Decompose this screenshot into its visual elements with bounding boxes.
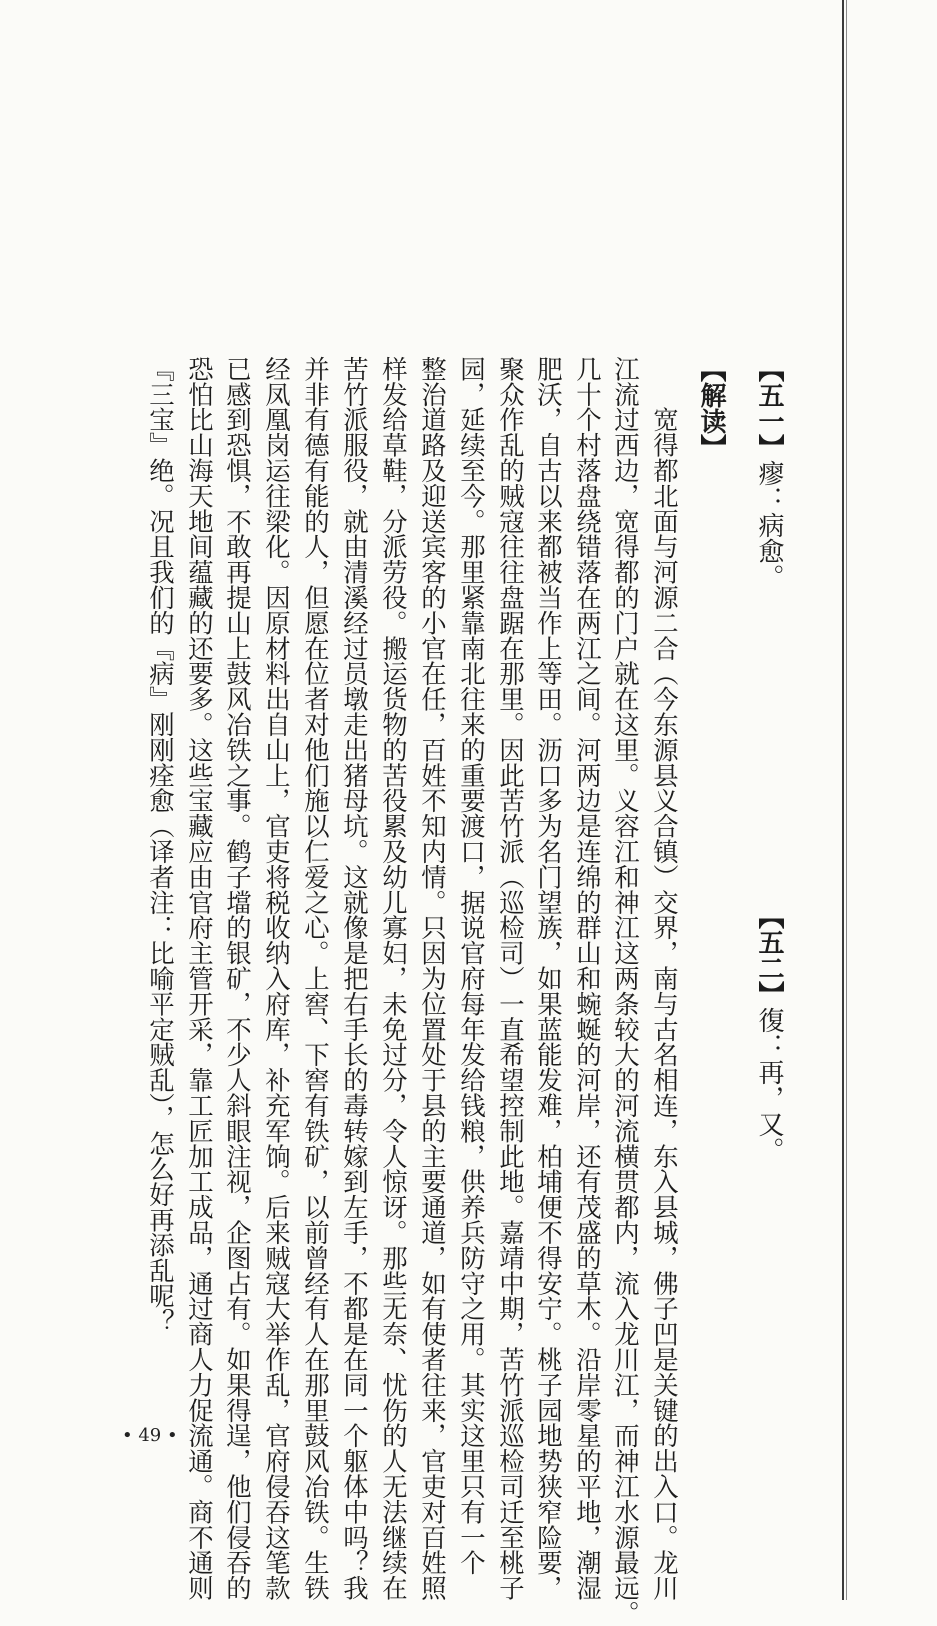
body-line-9: 苦竹派服役，就由清溪经过员墩走出猪母坑。这就像是把右手长的毒转嫁到左手，不都是在同一个躯体中吗？我 — [340, 356, 370, 1601]
body-line-2: 江流过西边，宽得都的门户就在这里。义容江和神江这两条较大的河流横贯都内，流入龙川江，而神江水源最远。 — [611, 356, 641, 1626]
body-line-8: 样发给草鞋，分派劳役。搬运货物的苦役累及幼儿寡妇，未免过分，令人惊讶。那些无奈、忧伤的人无法继续在 — [379, 356, 409, 1601]
body-line-14: 『三宝』绝。况且我们的『病』刚刚痊愈（译者注：比喻平定贼乱），怎么好再添乱呢？ — [146, 356, 176, 1334]
note-52-text: 復：再，又。 — [754, 1007, 784, 1163]
book-spine-shadow — [846, 0, 847, 1600]
body-line-7: 整治道路及迎送宾客的小官在任，百姓不知内情。只因为位置处于县的主要通道，如有使者往来，官吏对百姓照 — [418, 356, 448, 1601]
body-line-6: 园，延续至今。那里紧靠南北往来的重要渡口，据说官府每年发给钱粮，供养兵防守之用。其实这里只有一个 — [457, 356, 487, 1576]
body-line-5: 聚众作乱的贼寇往往盘踞在那里。因此苦竹派（巡检司）一直希望控制此地。嘉靖中期，苦竹派巡检司迁至桃子 — [496, 356, 526, 1601]
note-52-key: 【五二】 — [754, 903, 784, 1007]
body-line-10: 并非有德有能的人，但愿在位者对他们施以仁爱之心。上窖、下窖有铁矿，以前曾经有人在那里鼓风冶铁。生铁 — [301, 356, 331, 1601]
note-52 — [755, 903, 783, 1163]
body-line-4: 肥沃，自古以来都被当作上等田。沥口多为名门望族，如果蓝能发难，柏埔便不得安宁。桃子园地势狭窄险要， — [534, 356, 564, 1601]
page-number: • 49 • — [122, 1425, 178, 1446]
note-51-key: 【五一】 — [754, 356, 784, 460]
note-51-text: 瘳：病愈。 — [754, 460, 784, 590]
body-line-1: 宽得都北面与河源二合（今东源县义合镇）交界，南与古名相连，东入县城，佛子凹是关键的出入口。龙川 — [650, 356, 680, 1601]
body-line-13: 恐怕比山海天地间蕴藏的还要多。这些宝藏应由官府主管开采，靠工匠加工成品，通过商人力促流通。商不通则 — [185, 356, 215, 1601]
book-spine-line — [842, 0, 844, 1600]
body-line-11: 经凤凰岗运往梁化。因原材料出自山上，官吏将税收纳入府库，补充军饷。后来贼寇大举作乱，官府侵吞这笔款 — [262, 356, 292, 1601]
body-line-3: 几十个村落盘绕错落在两江之间。河两边是连绵的群山和蜿蜒的河岸，还有茂盛的草木。沿岸零星的平地，潮湿 — [573, 356, 603, 1601]
note-51 — [755, 356, 783, 590]
section-heading: 【解读】 — [696, 356, 726, 460]
body-line-12: 已感到恐惧，不敢再提山上鼓风冶铁之事。鹤子壋的银矿，不少人斜眼注视，企图占有。如果得逞，他们侵吞的 — [223, 356, 253, 1601]
